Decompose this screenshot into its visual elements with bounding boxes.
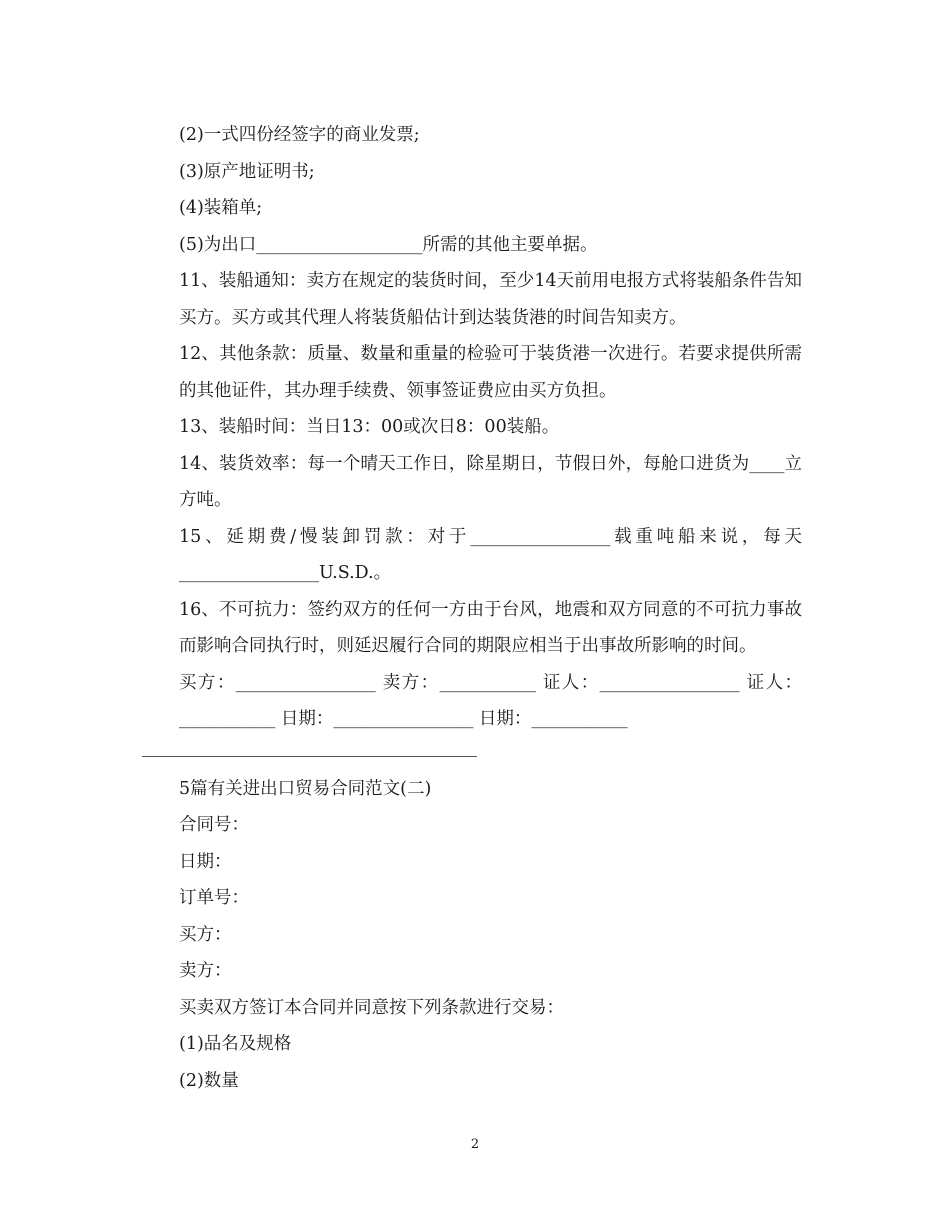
agreement-statement: 买卖双方签订本合同并同意按下列条款进行交易： <box>179 997 564 1018</box>
item-product-spec: (1)品名及规格 <box>179 1034 292 1054</box>
clause-13-shipping-time: 13、装船时间：当日13：00或次日8：00装船。 <box>179 417 560 437</box>
field-date: 日期： <box>179 851 232 872</box>
field-order-number: 订单号： <box>179 888 249 908</box>
field-contract-number: 合同号： <box>179 815 249 835</box>
doc-line-other-documents: (5)为出口___________________所需的其他主要单据。 <box>179 234 598 255</box>
field-seller: 卖方： <box>179 961 232 981</box>
clause-14-loading-efficiency: 14、装货效率：每一个晴天工作日，除星期日，节假日外，每舱口进货为____立方吨。 <box>179 453 802 510</box>
clause-11-shipping-notice: 11、装船通知：卖方在规定的装货时间，至少14天前用电报方式将装船条件告知买方。买方或其代理人将装货船估计到达装货港的时间告知卖方。 <box>179 271 802 328</box>
signature-line: 买方：________________ 卖方：___________ 证人：________________ 证人：___________ 日期：________________ 日期：___________ <box>179 672 802 729</box>
doc-line-packing-list: (4)装箱单; <box>179 198 263 218</box>
clause-15-demurrage: 15、延期费/慢装卸罚款：对于________________载重吨船来说，每天________________U.S.D.。 <box>179 526 802 583</box>
doc-line-certificate-of-origin: (3)原产地证明书; <box>179 161 315 182</box>
section-title: 5篇有关进出口贸易合同范文(二) <box>179 778 432 799</box>
clause-12-other-terms: 12、其他条款：质量、数量和重量的检验可于装货港一次进行。若要求提供所需的其他证件，其办理手续费、领事签证费应由买方负担。 <box>179 344 802 401</box>
item-quantity: (2)数量 <box>179 1070 239 1091</box>
page-content <box>142 117 802 1099</box>
field-buyer: 买方： <box>179 924 232 945</box>
page-number: 2 <box>470 1137 480 1152</box>
clause-16-force-majeure: 16、不可抗力：签约双方的任何一方由于台风，地震和双方同意的不可抗力事故而影响合同执行时，则延迟履行合同的期限应相当于出事故所影响的时间。 <box>179 599 802 656</box>
doc-line-commercial-invoice: (2)一式四份经签字的商业发票; <box>179 125 420 145</box>
section-divider <box>142 756 477 757</box>
